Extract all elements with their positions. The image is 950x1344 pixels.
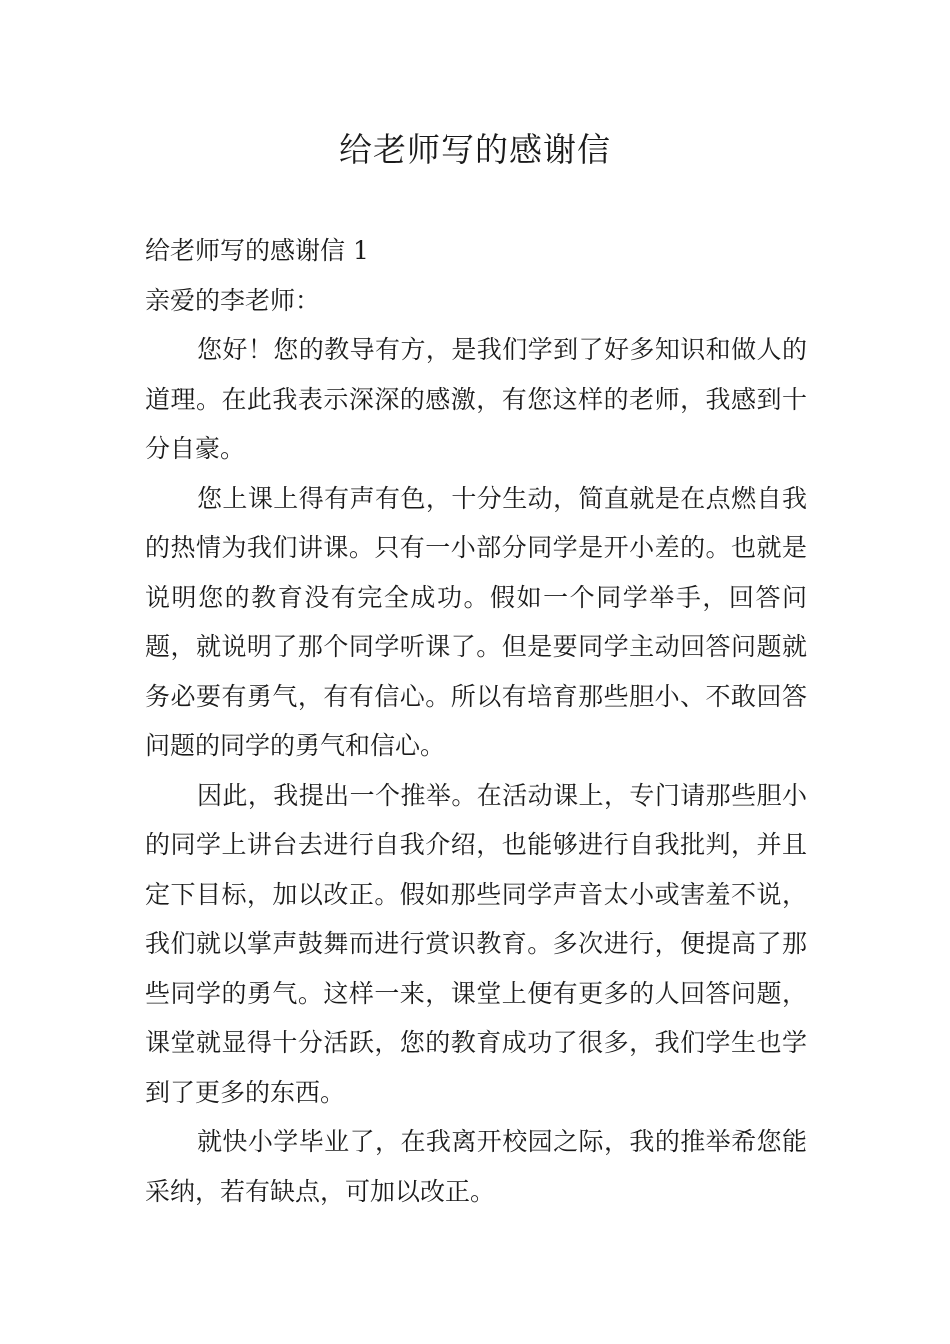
paragraph-1: 您好！您的教导有方，是我们学到了好多知识和做人的道理。在此我表示深深的感激，有您这样的老师，我感到十分自豪。 (145, 335, 807, 463)
paragraph-3: 因此，我提出一个推举。在活动课上，专门请那些胆小的同学上讲台去进行自我介绍，也能够进行自我批判，并且定下目标，加以改正。假如那些同学声音太小或害羞不说，我们就以掌声鼓舞而进行赏识教育。多次进行，便提高了那些同学的勇气。这样一来，课堂上便有更多的人回答问题，课堂就显得十分活跃，您的教育成功了很多，我们学生也学到了更多的东西。 (145, 780, 807, 1107)
paragraph-2: 您上课上得有声有色，十分生动，简直就是在点燃自我的热情为我们讲课。只有一小部分同学是开小差的。也就是说明您的教育没有完全成功。假如一个同学举手，回答问题，就说明了那个同学听课了。但是要同学主动回答问题就务必要有勇气，有有信心。所以有培育那些胆小、不敢回答问题的同学的勇气和信心。 (145, 483, 807, 760)
letter-body (145, 226, 807, 1216)
salutation: 亲爱的李老师： (145, 285, 321, 315)
section-heading: 给老师写的感谢信 1 (145, 236, 369, 265)
paragraph-4: 就快小学毕业了，在我离开校园之际，我的推举希您能采纳，若有缺点，可加以改正。 (145, 1127, 807, 1206)
document-title: 给老师写的感谢信 (339, 130, 611, 169)
